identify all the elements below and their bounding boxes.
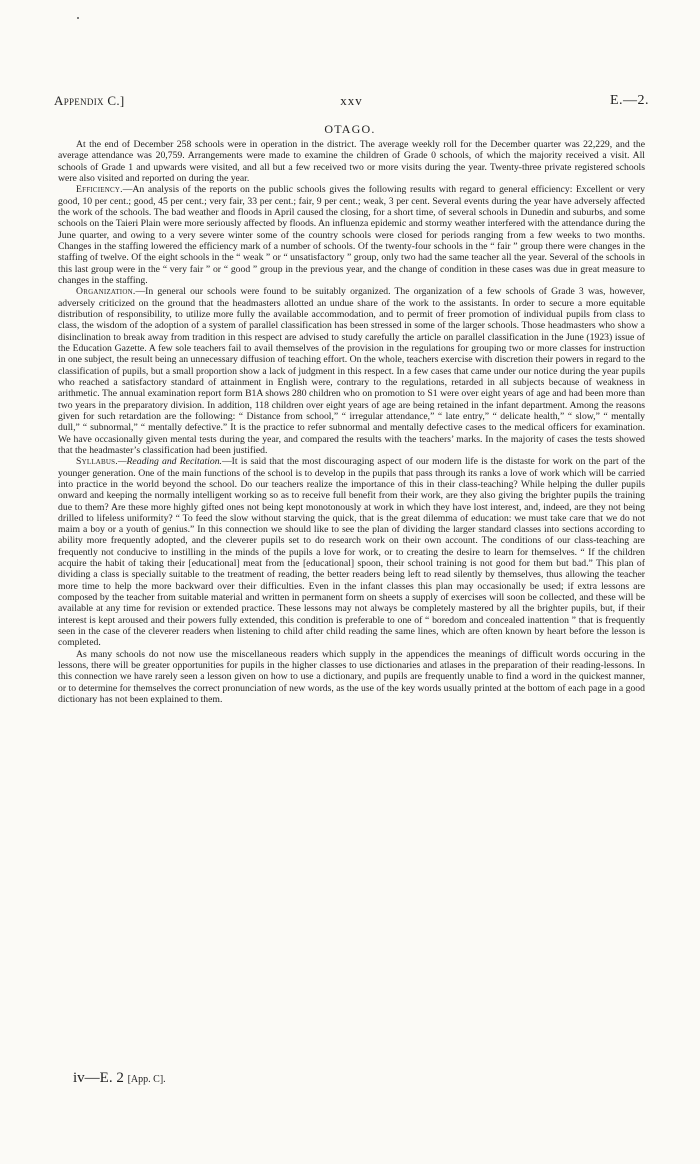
page-footer (73, 1070, 166, 1087)
footer-reference: [App. C]. (127, 1074, 166, 1085)
paragraph-body: As many schools do not now use the miscellaneous readers which supply in the appendices the meanings of difficult words occuring in the lessons, there will be greater opportunities for pupils in the higher classes to use dictionaries and atlases in the preparation of their reading-lessons. In this connection we have rarely seen a lesson given on how to use a dictionary, and pupils are frequently unable to find a word in the quickest manner, or to determine for themselves the correct pronunciation of new words, as the use of the key words usually printed at the bottom of each page in a good dictionary has not been explained to them. (58, 648, 645, 706)
appendix-label: Appendix C.] (54, 93, 125, 108)
paragraph-heading: Efficiency. (76, 184, 123, 196)
body-text (58, 139, 645, 705)
running-header (54, 93, 649, 113)
footer-signature: iv—E. 2 (73, 1070, 124, 1086)
paragraph-body: At the end of December 258 schools were in operation in the district. The average weekly roll for the December quarter was 22,229, and the average attendance was 20,759. Arrangements were made to examine the children of Grade 0 schools, of which the majority received a visit. All schools of Grade 1 and upwards were visited, and all but a few received two or more visits during the year. Twenty-three private registered schools were also visited and reported on during the year. (58, 139, 645, 184)
paragraph-body: —It is said that the most discouraging aspect of our modern life is the distaste for work on the part of the younger generation. One of the main functions of the school is to develop in the pupils that pass through its ranks a love of work which will be carried into practice in the world beyond the school. Do our teachers realize the importance of this in their class-teaching? While helping the duller pupils onward and keeping the normally intelligent working so as to receive full benefit from their work, are they also giving the brighter pupils the training due to them? Are these more highly gifted ones not being kept monotonously at work in which they have lost interest, and, indeed, are they not being drilled to lifeless uniformity? “ To feed the slow without starving the quick, that is the great dilemma of education: we must take care that we do not maim a boy or a youth of genius.” In this connection we should like to see the plan of dividing the larger standard classes into sections according to ability more frequently adopted, and the cleverer pupils set to do research work on their own account. The conditions of our class-teaching are frequently not conducive to instilling in the minds of the pupils a love for work, or to creating the desire to learn for themselves. “ If the children acquire the habit of taking their [educational] meat from the [educational] spoon, their school training is not good for them but bad.” This plan of dividing a class is specially suitable to the treatment of reading, the better readers being left to read silently by themselves, thus allowing the teacher more time to help the more backward over their difficulties. Even in the infant classes this plan may occasionally be used; if extra lessons are composed by the teacher from suitable material and written in permanent form on sheets a supply of exercises will soon be collected, and these will be available at any time for revision or extended practice. These lessons may not always be completely mastered by all the brighter pupils, but, if their interest is kept aroused and their powers fully extended, this condition is preferable to one of “ boredom and concealed inattention ” that is frequently seen in the case of the cleverer readers when listening to child after child reading the same lines, which are often known by heart before the lesson is completed. (58, 456, 646, 649)
paragraph-efficiency (58, 184, 645, 286)
page-number: xxv (340, 93, 363, 108)
document-code: E.—2. (609, 93, 649, 108)
paragraph-subheading: —Reading and Recitation. (117, 456, 222, 468)
page-speck (77, 17, 79, 19)
paragraph-syllabus (58, 456, 645, 649)
paragraph-body: —An analysis of the reports on the public schools gives the following results with regard to general efficiency: Excellent or very good, 10 per cent.; good, 45 per cent.; very fair, 33 per cent.; fair, 9 per cent.; weak, 3 per cent. Several events during the year have adversely affected the work of the schools. The bad weather and floods in April caused the closing, for a short time, of several schools in Dunedin and suburbs, and some schools on the Taieri Plain were more seriously affected by floods. An influenza epidemic and stormy weather interfered with the attendance during the June quarter, and owing to a very severe winter some of the country schools were closed for periods ranging from a few weeks to two months. Changes in the staffing lowered the efficiency mark of a number of schools. Of the twenty-four schools in the “ fair ” group there were changes in the staffing of twelve. Of the eight schools in the “ weak ” or “ unsatisfactory ” group, only two had the same teacher all the year. Several of the schools in this last group were in the “ very fair ” or “ good ” group in the previous year, and the change of condition in these cases was due in great measure to changes in the staffing. (58, 184, 645, 286)
section-title: OTAGO. (324, 122, 376, 136)
paragraph-heading: Organization. (76, 286, 136, 298)
paragraph-organization (58, 286, 645, 456)
paragraph-heading: Syllabus. (76, 456, 118, 468)
paragraph-body: —In general our schools were found to be suitably organized. The organization of a few schools of Grade 3 was, however, adversely criticized on the ground that the headmasters allotted an undue share of the work to the assistants. In order to secure a more equitable distribution of responsibility, to utilize more fully the available accommodation, and to permit of freer promotion of individual pupils from class to class, the wisdom of the adoption of a system of parallel classification has been stressed in some of the larger schools. Those headmasters who show a disinclination to break away from tradition in this respect are advised to study carefully the article on parallel classification in the June (1923) issue of the Education Gazette. A few sole teachers fail to avail themselves of the provision in the regulations for grouping two or more classes for instruction in one subject, the result being an unnecessary diffusion of teaching effort. On the whole, teachers exercise with discretion their powers in regard to the classification of pupils, but a small proportion show a lack of judgment in this respect. In a few cases that came under our notice during the year pupils who reached a satisfactory standard of attainment in English were, contrary to the regulations, retarded in all subjects because of weakness in arithmetic. The annual examination report form B1A shows 280 children who on promotion to S1 were over eight years of age and had been more than two years in the preparatory division. In addition, 118 children over eight years of age are being retained in the infant department. Among the reasons given for such retardation are the following: “ Distance from school,” “ irregular attendance,” “ late entry,” “ delicate health,” “ slow,” “ mentally dull,” “ subnormal,” “ mentally defective.” It is the practice to refer subnormal and mentally defective cases to the medical officers for examination. We have occasionally given mental tests during the year, and compared the results with the teachers’ marks. In the majority of cases the tests showed that the headmaster’s classification had been justified. (58, 286, 645, 456)
paragraph-dictionaries (58, 649, 645, 706)
paragraph-intro (58, 139, 645, 184)
